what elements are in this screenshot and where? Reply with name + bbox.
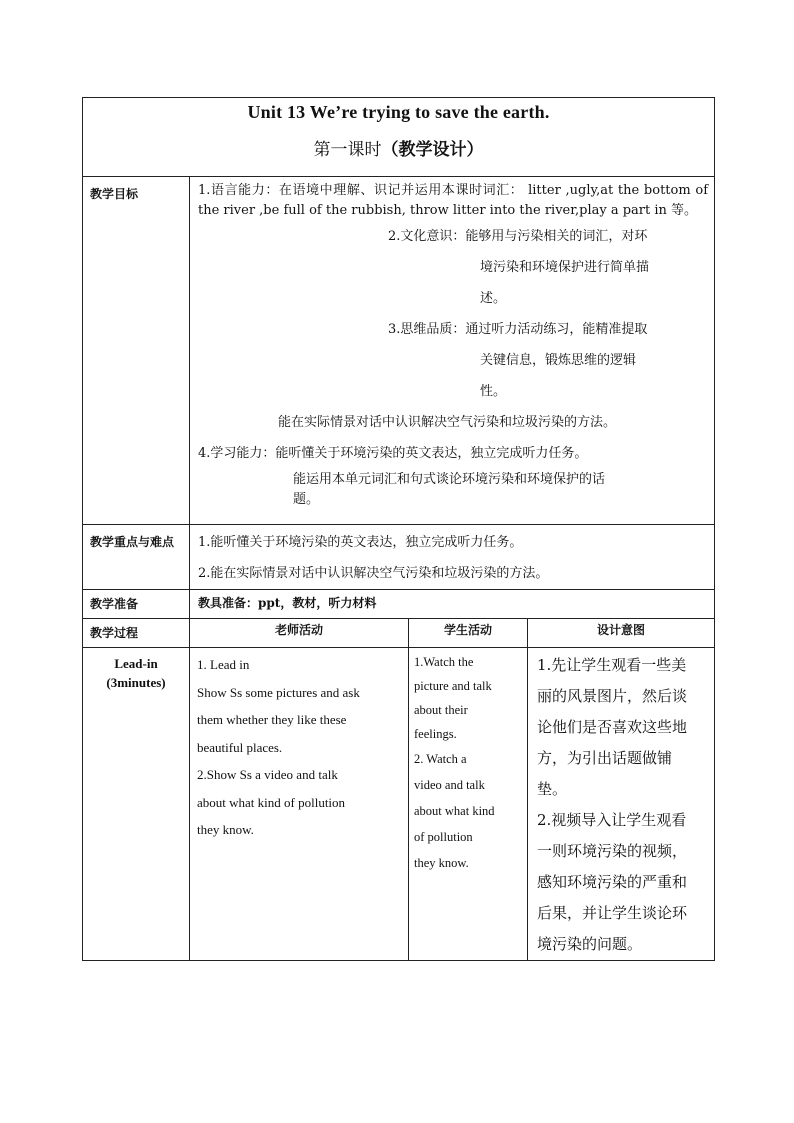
keypoint-item: 2.能在实际情景对话中认识解决空气污染和垃圾污染的方法。 bbox=[198, 566, 549, 581]
lead-in-row bbox=[83, 648, 715, 961]
design-intent-line: 后果，并让学生谈论环 bbox=[537, 904, 688, 922]
lesson-subtitle-bold: （教学设计） bbox=[381, 140, 484, 160]
title-cell bbox=[83, 98, 715, 177]
goal-thinking-line2: 关键信息，锻炼思维的逻辑 bbox=[480, 353, 637, 368]
student-activity-header: 学生活动 bbox=[409, 619, 528, 648]
teacher-activity-line: they know. bbox=[197, 822, 254, 837]
stage-duration: (3minutes) bbox=[106, 675, 166, 690]
stage-name: Lead-in bbox=[114, 656, 158, 671]
goal-culture-line2: 境污染和环境保护进行简单描 bbox=[480, 260, 650, 275]
keypoints-content bbox=[190, 525, 715, 590]
goal-learning-line3: 题。 bbox=[293, 492, 320, 507]
prep-label: 教学准备 bbox=[83, 590, 190, 619]
prep-content: 教具准备：ppt，教材，听力材料 bbox=[190, 590, 715, 619]
design-intent-line: 一则环境污染的视频， bbox=[537, 842, 688, 860]
student-activity-line: they know. bbox=[414, 856, 469, 870]
design-intent-line: 感知环境污染的严重和 bbox=[537, 873, 688, 891]
design-intent-cell bbox=[528, 648, 715, 961]
goals-row bbox=[83, 177, 715, 525]
process-header-row bbox=[83, 619, 715, 648]
teacher-activity-cell bbox=[190, 648, 409, 961]
teacher-activity-line: 2.Show Ss a video and talk bbox=[197, 767, 338, 782]
student-activity-line: feelings. bbox=[414, 727, 457, 741]
goal-culture-line1: 2.文化意识：能够用与污染相关的词汇，对环 bbox=[388, 229, 648, 244]
teacher-activity-line: Show Ss some pictures and ask bbox=[197, 684, 360, 700]
student-activity-line: 2. Watch a bbox=[414, 752, 467, 766]
unit-title: Unit 13 We’re trying to save the earth. bbox=[247, 102, 550, 122]
goal-culture-line3: 述。 bbox=[480, 291, 507, 306]
design-intent-line: 境污染的问题。 bbox=[537, 935, 643, 953]
teacher-activity-line: them whether they like these bbox=[197, 712, 347, 727]
teacher-activity-header: 老师活动 bbox=[190, 619, 409, 648]
process-label: 教学过程 bbox=[83, 619, 190, 648]
lesson-plan-page bbox=[82, 97, 714, 961]
student-activity-cell bbox=[409, 648, 528, 961]
goal-thinking-line3: 性。 bbox=[480, 384, 507, 399]
teacher-activity-line: beautiful places. bbox=[197, 739, 283, 755]
goal-thinking-line1: 3.思维品质：通过听力活动练习，能精准提取 bbox=[388, 322, 648, 337]
design-intent-line: 丽的风景图片，然后谈 bbox=[537, 687, 688, 705]
design-intent-line: 垫。 bbox=[537, 780, 568, 798]
design-intent-line: 2.视频导入让学生观看 bbox=[537, 811, 687, 829]
teacher-activity-line: about what kind of pollution bbox=[197, 794, 346, 810]
student-activity-line: about what kind bbox=[414, 804, 495, 818]
goal-learning-line2: 能运用本单元词汇和句式谈论环境污染和环境保护的话 bbox=[293, 472, 606, 487]
goal-language: 1.语言能力：在语境中理解、识记并运用本课时词汇： litter ,ugly,at the bottom of the river ,be full of the rubbish, throw litter into the river,play a part in 等。 bbox=[198, 183, 709, 218]
student-activity-line: of pollution bbox=[414, 830, 473, 844]
goals-label: 教学目标 bbox=[83, 177, 190, 525]
goal-learning-line1: 4.学习能力：能听懂关于环境污染的英文表达，独立完成听力任务。 bbox=[198, 446, 588, 461]
student-activity-line: 1.Watch the bbox=[414, 655, 474, 669]
design-intent-header: 设计意图 bbox=[528, 619, 715, 648]
student-activity-line: picture and talk bbox=[414, 679, 492, 693]
goals-content bbox=[190, 177, 715, 525]
student-activity-line: video and talk bbox=[414, 778, 485, 792]
title-row bbox=[83, 98, 715, 177]
lesson-plan-table bbox=[82, 97, 715, 961]
lesson-subtitle-prefix: 第一课时 bbox=[313, 140, 382, 160]
keypoints-row bbox=[83, 525, 715, 590]
keypoint-item: 1.能听懂关于环境污染的英文表达，独立完成听力任务。 bbox=[198, 535, 523, 550]
design-intent-line: 方，为引出话题做铺 bbox=[537, 749, 673, 767]
student-activity-line: about their bbox=[414, 703, 468, 717]
design-intent-line: 1.先让学生观看一些美 bbox=[537, 656, 687, 674]
stage-cell bbox=[83, 648, 190, 961]
goal-thinking-line4: 能在实际情景对话中认识解决空气污染和垃圾污染的方法。 bbox=[278, 415, 617, 430]
teacher-activity-line: 1. Lead in bbox=[197, 657, 250, 672]
design-intent-line: 论他们是否喜欢这些地 bbox=[537, 718, 688, 736]
keypoints-label: 教学重点与难点 bbox=[83, 525, 190, 590]
lesson-subtitle bbox=[83, 135, 714, 160]
prep-row bbox=[83, 590, 715, 619]
